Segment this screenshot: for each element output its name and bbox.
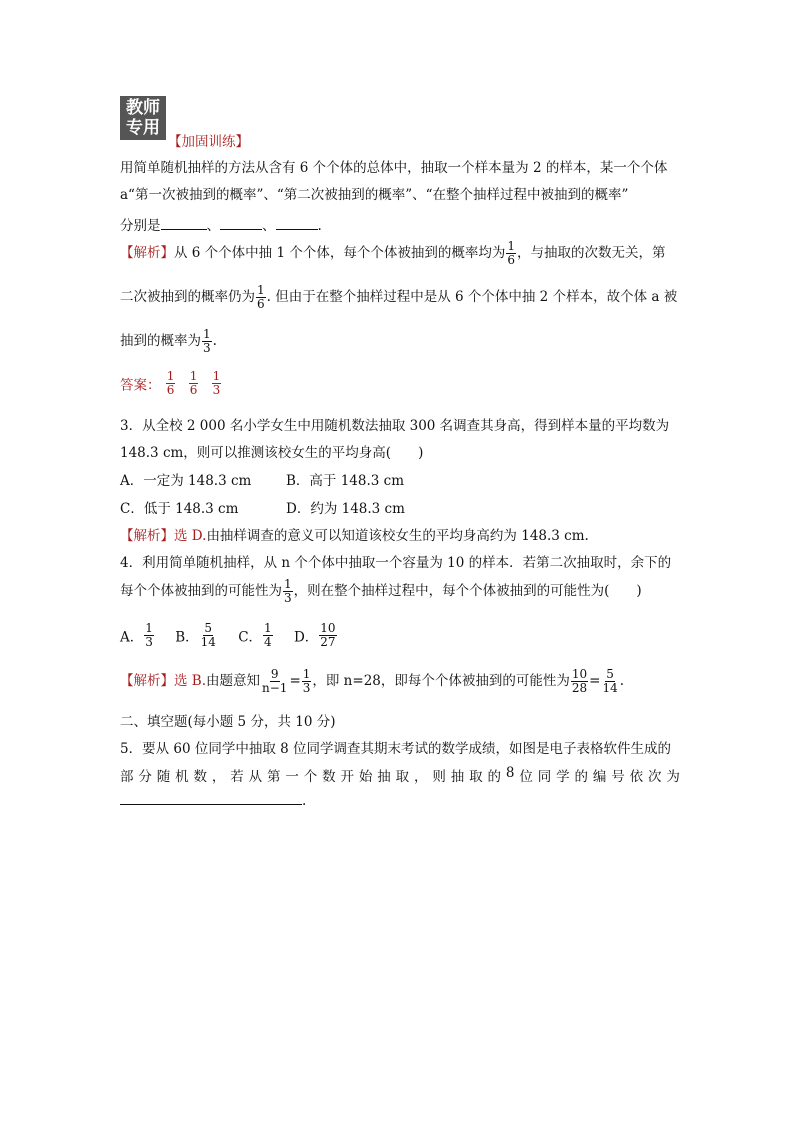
option-d[interactable] [293, 621, 338, 649]
option-letter: B． [175, 629, 199, 646]
option-a[interactable] [120, 621, 155, 649]
question-5-char: 抽 [377, 769, 391, 785]
section-heading: 二、填空题(每小题 5 分，共 10 分) [120, 714, 336, 730]
numerator: 1 [189, 369, 198, 383]
period: . [317, 218, 322, 234]
denominator: 3 [302, 681, 311, 695]
equals-sign: = [589, 673, 601, 689]
answer-blank-1[interactable] [161, 215, 207, 230]
question-intro-line-2: a“第一次被抽到的概率”、“第二次被抽到的概率”、“在整个抽样过程中被抽到的概率” [120, 187, 629, 203]
separator: 、 [262, 218, 276, 234]
analysis-1-line-2 [120, 284, 677, 311]
fraction [202, 328, 212, 355]
question-5-line-2 [120, 765, 680, 785]
question-5-char: 号 [611, 769, 625, 785]
option-letter: A． [120, 629, 144, 646]
question-5-char: ， [211, 769, 226, 785]
numerator: 10 [571, 667, 588, 681]
question-5-char: ， [414, 769, 428, 785]
numerator: 1 [507, 239, 515, 253]
question-5-char: 次 [647, 769, 662, 785]
question-5-char: 部 [120, 769, 134, 785]
question-5-line-1: 5．要从 60 位同学中抽取 8 位同学调查其期末考试的数学成绩，如图是电子表格软件生成的 [120, 741, 672, 757]
denominator: 4 [264, 635, 272, 649]
denominator: 6 [507, 253, 515, 267]
question-5-char: 取 [395, 769, 410, 785]
denominator: 3 [203, 341, 211, 355]
question-4-line-1: 4．利用简单随机抽样，从 n 个个体中抽取一个容量为 10 的样本．若第二次抽取时，余下的 [120, 555, 672, 571]
question-5-char: 一 [285, 769, 299, 785]
fraction [601, 668, 618, 695]
question-5-char: 编 [592, 769, 607, 785]
analysis-tag: 【解析】 [120, 245, 174, 261]
question-3-analysis [120, 524, 589, 544]
fraction [302, 668, 312, 695]
analysis-tag: 【解析】 [120, 528, 174, 544]
answer-blank-3[interactable] [276, 215, 318, 230]
answer-line [120, 370, 222, 397]
fraction [506, 240, 516, 267]
fraction [319, 622, 336, 649]
question-5-char: 第 [267, 769, 281, 785]
answer-blank[interactable] [120, 790, 302, 805]
answer-label: 答案： [120, 377, 161, 394]
fraction [261, 668, 288, 695]
analysis-1-line-3 [120, 328, 217, 355]
denominator: 14 [200, 635, 216, 649]
analysis-text: 二次被抽到的概率仍为 [120, 289, 255, 305]
question-5-char: 始 [358, 769, 373, 785]
denominator: 3 [284, 591, 292, 605]
option-letter: D． [293, 629, 319, 646]
period: . [302, 793, 307, 809]
analysis-1-line-1 [120, 240, 665, 267]
question-5-char: 为 [666, 769, 680, 785]
question-5-char: 学 [556, 769, 570, 785]
question-5-char: 则 [432, 769, 446, 785]
numerator: 5 [204, 621, 213, 635]
question-5-char: 随 [156, 769, 171, 785]
numerator: 1 [302, 667, 311, 681]
question-intro-line-1: 用简单随机抽样的方法从含有 6 个个体的总体中，抽取一个样本量为 2 的样本，某一个个体 [120, 160, 668, 176]
denominator: 27 [320, 635, 336, 649]
question-5-char: 的 [574, 769, 588, 785]
fraction [256, 284, 266, 311]
question-5-char: 数 [322, 769, 336, 785]
numerator: 1 [284, 577, 292, 591]
denominator: 3 [145, 635, 153, 649]
fraction [283, 578, 293, 605]
denominator: 3 [212, 383, 221, 397]
option-b[interactable]: B．高于 148.3 cm [286, 473, 405, 489]
question-5-char: 抽 [450, 769, 465, 785]
option-a[interactable]: A．一定为 148.3 cm [120, 473, 252, 489]
question-4-options [120, 622, 338, 649]
question-3-options-row-1 [120, 469, 404, 489]
fraction [571, 668, 588, 695]
numerator: 1 [212, 369, 221, 383]
question-5-char: 同 [537, 769, 552, 785]
question-5-char: 机 [175, 769, 189, 785]
question-5-char: 依 [629, 769, 644, 785]
denominator: 14 [602, 681, 618, 695]
question-5-char: 分 [138, 769, 152, 785]
option-b[interactable] [175, 621, 218, 649]
badge-line-1: 教师 [126, 98, 160, 118]
analysis-text: 从 6 个个体中抽 1 个个体，每个个体被抽到的概率均为 [174, 245, 506, 261]
answer-fraction-1 [166, 370, 176, 397]
analysis-text: 由题意知 [206, 673, 261, 689]
question-5-line-3 [120, 790, 306, 809]
answer-blank-2[interactable] [220, 215, 262, 230]
answer-fraction-2 [189, 370, 199, 397]
numerator: 1 [264, 621, 272, 635]
question-text: 每个个体被抽到的可能性为 [120, 583, 282, 599]
option-d[interactable]: D．约为 148.3 cm [286, 501, 405, 517]
analysis-text: ，与抽取的次数无关，第 [516, 245, 666, 261]
fraction [263, 622, 273, 649]
teacher-only-badge [120, 96, 166, 140]
reinforce-title: 【加固训练】 [168, 134, 249, 150]
question-3-line-1: 3．从全校 2 000 名小学女生中用随机数法抽取 300 名调查其身高，得到样本量的平均数为 [120, 418, 670, 434]
option-letter: C． [238, 629, 263, 646]
analysis-choice: 选 D. [174, 528, 207, 544]
question-4-line-2 [120, 578, 642, 605]
analysis-text: . 但由于在整个抽样过程中是从 6 个个体中抽 2 个样本，故个体 a 被 [266, 289, 678, 305]
question-4-analysis [120, 668, 624, 695]
question-5-char: 个 [303, 769, 318, 785]
denominator: 28 [571, 681, 588, 695]
numerator: 9 [270, 667, 279, 681]
question-text: ，则在整个抽样过程中，每个个体被抽到的可能性为( ) [293, 583, 642, 599]
numerator: 10 [320, 621, 336, 635]
numerator: 1 [257, 283, 265, 297]
denominator: 6 [166, 383, 175, 397]
question-5-char: 开 [340, 769, 354, 785]
badge-line-2: 专用 [126, 118, 160, 138]
numerator: 1 [203, 327, 211, 341]
denominator: 6 [257, 297, 265, 311]
question-intro-line-3 [120, 214, 322, 234]
option-c[interactable] [238, 621, 273, 649]
numerator: 1 [166, 369, 175, 383]
option-c[interactable]: C．低于 148.3 cm [120, 501, 239, 517]
question-5-char: 位 [519, 769, 533, 785]
analysis-text: ，即 n=28，即每个个体被抽到的可能性为 [312, 673, 570, 689]
question-5-char: 从 [248, 769, 263, 785]
question-5-char: 的 [487, 769, 501, 785]
question-5-char: 取 [469, 769, 483, 785]
question-5-char: 若 [230, 769, 244, 785]
question-3-options-row-2 [120, 497, 405, 517]
question-5-char: 8 [505, 765, 515, 781]
question-3-line-2: 148.3 cm，则可以推测该校女生的平均身高( ) [120, 445, 424, 461]
analysis-choice: 选 B. [174, 673, 207, 689]
denominator: n−1 [262, 681, 288, 695]
answer-fraction-3 [212, 370, 222, 397]
equals-sign: = [289, 673, 301, 689]
fraction [144, 622, 154, 649]
fraction [200, 622, 217, 649]
analysis-text: 由抽样调查的意义可以知道该校女生的平均身高约为 148.3 cm. [206, 528, 589, 544]
denominator: 6 [189, 383, 198, 397]
analysis-text: . [212, 333, 217, 349]
numerator: 5 [606, 667, 614, 681]
analysis-tag: 【解析】 [120, 673, 174, 689]
analysis-text: 抽到的概率为 [120, 333, 201, 349]
separator: 、 [206, 218, 220, 234]
period: . [619, 673, 625, 689]
numerator: 1 [145, 621, 153, 635]
question-5-char: 数 [193, 769, 207, 785]
intro-text: 分别是 [120, 218, 161, 234]
